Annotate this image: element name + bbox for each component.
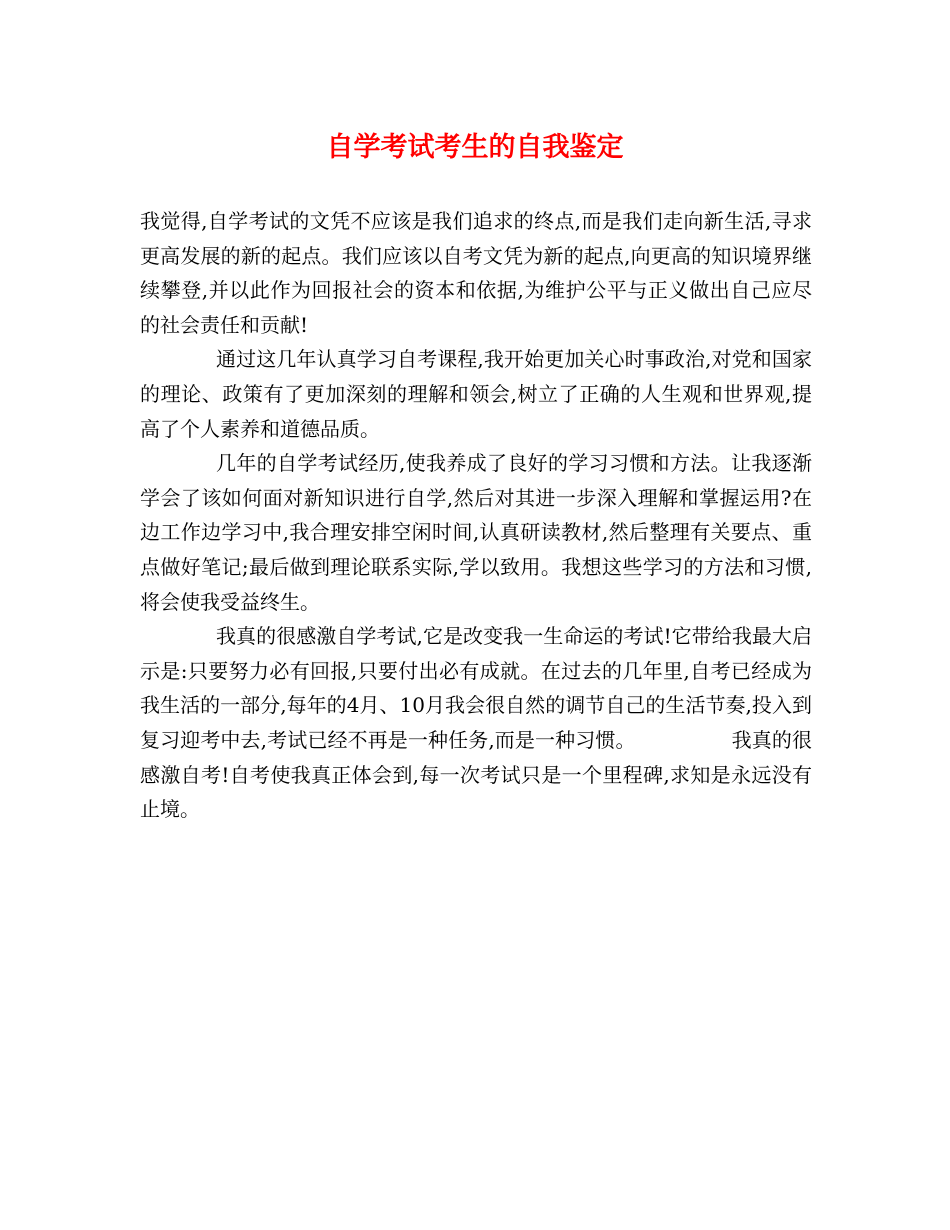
paragraph-1: 我觉得,自学考试的文凭不应该是我们追求的终点,而是我们走向新生活,寻求更高发展的新的起点。我们应该以自考文凭为新的起点,向更高的知识境界继续攀登,并以此作为回报社会的资本和依据,为维护公平与正义做出自己应尽的社会责任和贡献! [140,209,812,337]
paragraph-3: 几年的自学考试经历,使我养成了良好的学习习惯和方法。让我逐渐学会了该如何面对新知识进行自学,然后对其进一步深入理解和掌握运用?在边工作边学习中,我合理安排空闲时间,认真研读教材,然后整理有关要点、重点做好笔记;最后做到理论联系实际,学以致用。我想这些学习的方法和习惯,将会使我受益终生。 [140,451,812,614]
paragraph-4 [140,619,812,827]
document-title: 自学考试考生的自我鉴定 [326,132,624,163]
paragraph-4-main: 我真的很感激自学考试,它是改变我一生命运的考试!它带给我最大启示是:只要努力必有回报,只要付出必有成就。在过去的几年里,自考已经成为我生活的一部分,每年的4月、10月我会很自然的调节自己的生活节奏,投入到复习迎考中去,考试已经不再是一种任务,而是一种习惯。 [140,624,812,752]
paragraph-2: 通过这几年认真学习自考课程,我开始更加关心时事政治,对党和国家的理论、政策有了更加深刻的理解和领会,树立了正确的人生观和世界观,提高了个人素养和道德品质。 [140,347,812,441]
paragraph-4-continuation: 我真的很感激自考!自考使我真正体会到,每一次考试只是一个里程碑,求知是永远没有止境。 [140,727,812,822]
document-body [140,204,812,827]
